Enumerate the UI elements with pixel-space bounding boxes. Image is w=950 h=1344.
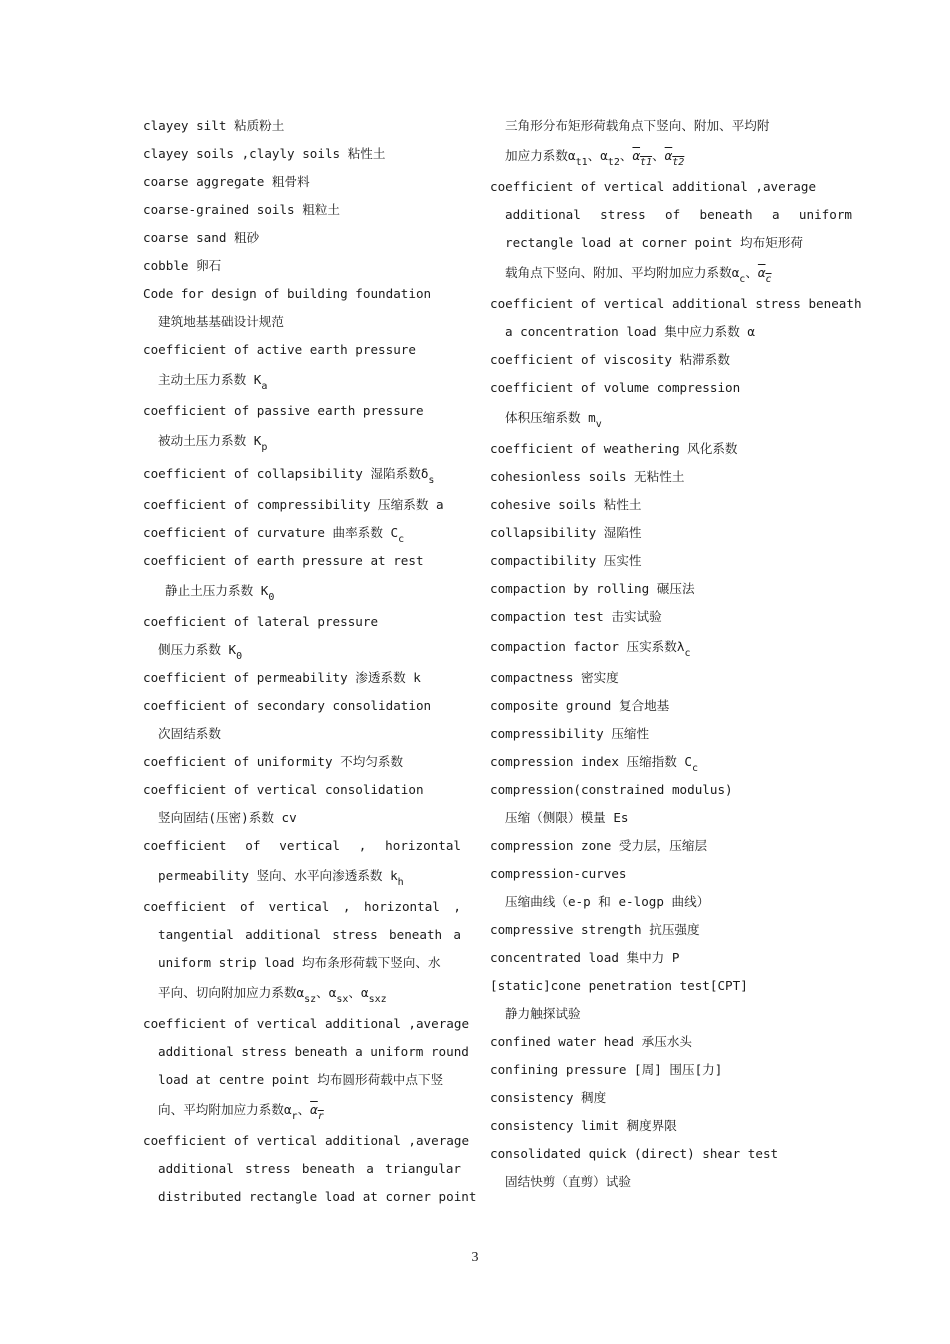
glossary-text: concentrated load 集中力 P (490, 950, 680, 965)
subscript: t1 (640, 157, 653, 168)
glossary-text: rectangle load at corner point 均布矩形荷 (505, 235, 804, 250)
glossary-text: coarse sand 粗砂 (143, 230, 260, 245)
glossary-text: collapsibility 湿陷性 (490, 525, 642, 540)
glossary-text: coefficient of vertical , horizontal , (143, 899, 461, 914)
glossary-line (490, 519, 852, 547)
glossary-text: coefficient of vertical additional stress beneath (490, 296, 862, 311)
glossary-text: coefficient of lateral pressure (143, 614, 379, 629)
glossary-line (143, 1094, 461, 1127)
glossary-text: a concentration load 集中应力系数 α (505, 324, 755, 339)
glossary-text: composite ground 复合地基 (490, 698, 670, 713)
subscript: a (261, 381, 268, 392)
glossary-text: coefficient of compressibility 压缩系数 a (143, 497, 444, 512)
glossary-text: compaction factor 压实系数λ (490, 639, 685, 654)
right-column (490, 112, 862, 1196)
glossary-line (490, 402, 852, 435)
glossary-line (490, 318, 852, 346)
glossary-text: additional stress beneath a uniform round (158, 1044, 469, 1059)
glossary-text: coefficient of vertical consolidation (143, 782, 424, 797)
glossary-line (143, 1127, 470, 1155)
glossary-text: cohesionless soils 无粘性土 (490, 469, 685, 484)
glossary-text: 向、平均附加应力系数α (158, 1102, 292, 1117)
glossary-text: Code for design of building foundation (143, 286, 432, 301)
glossary-text: compaction test 击实试验 (490, 609, 662, 624)
glossary-text: 被动土压力系数 K (158, 433, 262, 448)
glossary-line (490, 463, 852, 491)
glossary-text: coefficient of secondary consolidation (143, 698, 432, 713)
glossary-text: [static]cone penetration test[CPT] (490, 978, 748, 993)
glossary-text: 次固结系数 (158, 726, 221, 741)
subscript: c (739, 274, 746, 285)
glossary-text: clayey soils ,clayly soils 粘性土 (143, 146, 386, 161)
glossary-text: 竖向固结(压密)系数 cv (158, 810, 297, 825)
glossary-text: 固结快剪（直剪）试验 (505, 1174, 631, 1189)
glossary-text: 静止土压力系数 K (165, 583, 269, 598)
subscript: c (684, 648, 691, 659)
glossary-text: 静力触探试验 (505, 1006, 581, 1021)
glossary-text: coefficient of vertical additional ,average (143, 1016, 470, 1031)
connector-text: 、 (745, 265, 758, 280)
glossary-text: compressive strength 抗压强度 (490, 922, 700, 937)
glossary-line (490, 804, 852, 832)
glossary-text: compaction by rolling 碾压法 (490, 581, 695, 596)
overline-symbol: $\overline{\alpha}$ (757, 265, 766, 280)
glossary-line (143, 458, 461, 491)
glossary-line (143, 748, 461, 776)
glossary-line (143, 776, 461, 804)
page-number: 3 (471, 1250, 479, 1265)
subscript: 0 (236, 651, 243, 662)
glossary-line (143, 664, 461, 692)
glossary-text: compressibility 压缩性 (490, 726, 650, 741)
subscript: s (428, 475, 435, 486)
glossary-text: coefficient of vertical , horizontal (143, 838, 461, 853)
subscript: c (765, 274, 772, 285)
glossary-line (143, 804, 461, 832)
glossary-line (490, 776, 852, 804)
glossary-line (490, 346, 852, 374)
glossary-text: 建筑地基基础设计规范 (158, 314, 284, 329)
glossary-line (143, 692, 461, 720)
glossary-text: coefficient of viscosity 粘滞系数 (490, 352, 730, 367)
glossary-text: uniform strip load 均布条形荷载下竖向、水 (158, 955, 441, 970)
glossary-line (490, 720, 852, 748)
connector-text: 、α (587, 148, 608, 163)
glossary-line (490, 1084, 852, 1112)
glossary-text: tangential additional stress beneath a (158, 927, 461, 942)
glossary-text: compression zone 受力层，压缩层 (490, 838, 708, 853)
glossary-line (143, 1066, 461, 1094)
connector-text: 、 (652, 148, 665, 163)
glossary-line (490, 290, 862, 318)
connector-text: 、 (619, 148, 633, 163)
overline-symbol: $\overline{\alpha}$ (632, 148, 641, 163)
glossary-line (490, 748, 852, 776)
glossary-line (490, 631, 852, 664)
glossary-text: 载角点下竖向、附加、平均附加应力系数α (505, 265, 740, 280)
glossary-line (490, 257, 852, 290)
glossary-line (490, 888, 852, 916)
glossary-line (490, 1028, 852, 1056)
glossary-text: consistency 稠度 (490, 1090, 607, 1105)
glossary-line (143, 547, 461, 575)
glossary-text: 侧压力系数 K (158, 642, 237, 657)
glossary-text: 压缩（侧限）模量 Es (505, 810, 629, 825)
glossary-text: coefficient of passive earth pressure (143, 403, 424, 418)
glossary-line (143, 308, 461, 336)
glossary-text: consolidated quick (direct) shear test (490, 1146, 779, 1161)
glossary-line (143, 519, 461, 547)
glossary-line (143, 196, 461, 224)
glossary-line (143, 1183, 477, 1211)
glossary-text: coefficient of permeability 渗透系数 k (143, 670, 421, 685)
glossary-text: coefficient of curvature 曲率系数 C (143, 525, 399, 540)
connector-text: 、α (316, 985, 337, 1000)
glossary-line (490, 435, 852, 463)
glossary-text: consistency limit 稠度界限 (490, 1118, 677, 1133)
glossary-line (490, 201, 852, 229)
glossary-line (490, 603, 852, 631)
glossary-text: 主动土压力系数 K (158, 372, 262, 387)
glossary-line (490, 972, 852, 1000)
glossary-line (143, 893, 461, 921)
subscript: c (398, 534, 405, 545)
subscript: c (692, 763, 699, 774)
glossary-line (490, 860, 852, 888)
glossary-text: permeability 竖向、水平向渗透系数 k (158, 868, 398, 883)
glossary-text: distributed rectangle load at corner point (158, 1189, 477, 1204)
glossary-line (490, 140, 852, 173)
glossary-line (143, 280, 461, 308)
glossary-line (143, 168, 461, 196)
glossary-line (490, 1056, 852, 1084)
glossary-line (490, 664, 852, 692)
glossary-text: additional stress of beneath a uniform (505, 207, 852, 222)
subscript: t1 (575, 157, 588, 168)
glossary-line (490, 832, 852, 860)
glossary-text: coefficient of uniformity 不均匀系数 (143, 754, 404, 769)
glossary-text: coefficient of vertical additional ,average (143, 1133, 470, 1148)
connector-text: 、α (348, 985, 369, 1000)
glossary-line (143, 1038, 469, 1066)
glossary-line (143, 949, 461, 977)
glossary-line (490, 547, 852, 575)
glossary-line (490, 229, 852, 257)
subscript: p (261, 442, 268, 453)
glossary-text: 压缩曲线（e-p 和 e-logp 曲线） (505, 894, 710, 909)
glossary-line (143, 921, 461, 949)
glossary-text: cobble 卵石 (143, 258, 222, 273)
glossary-line (143, 140, 461, 168)
glossary-line (490, 916, 852, 944)
subscript: 0 (268, 592, 275, 603)
glossary-text: compression-curves (490, 866, 627, 881)
glossary-line (490, 1000, 852, 1028)
glossary-line (143, 832, 461, 860)
glossary-line (143, 491, 461, 519)
glossary-text: coefficient of active earth pressure (143, 342, 416, 357)
glossary-text: coefficient of volume compression (490, 380, 741, 395)
glossary-line (490, 575, 852, 603)
glossary-text: coefficient of weathering 风化系数 (490, 441, 738, 456)
glossary-text: coefficient of earth pressure at rest (143, 553, 424, 568)
subscript: t2 (607, 157, 620, 168)
glossary-text: confined water head 承压水头 (490, 1034, 693, 1049)
glossary-text: coarse-grained soils 粗粒土 (143, 202, 341, 217)
subscript: v (595, 419, 602, 430)
glossary-line (143, 252, 461, 280)
glossary-line (143, 397, 461, 425)
glossary-text: compression(constrained modulus) (490, 782, 733, 797)
glossary-text: 平向、切向附加应力系数α (158, 985, 305, 1000)
glossary-text: confining pressure [周] 围压[力] (490, 1062, 723, 1077)
glossary-line (143, 720, 461, 748)
glossary-line (143, 224, 461, 252)
subscript: sx (336, 994, 349, 1005)
glossary-text: compactibility 压实性 (490, 553, 642, 568)
overline-symbol: $\overline{\alpha}$ (310, 1102, 318, 1117)
overline-symbol: $\overline{\alpha}$ (664, 148, 673, 163)
glossary-text: coarse aggregate 粗骨料 (143, 174, 310, 189)
glossary-line (143, 425, 461, 458)
glossary-text: compression index 压缩指数 C (490, 754, 693, 769)
left-column (143, 112, 477, 1211)
glossary-line (143, 1010, 470, 1038)
glossary-line (490, 374, 852, 402)
glossary-text: coefficient of collapsibility 湿陷系数δ (143, 466, 429, 481)
subscript: t2 (672, 157, 685, 168)
glossary-line (143, 860, 461, 893)
glossary-line (143, 575, 461, 608)
glossary-line (143, 112, 461, 140)
glossary-line (490, 173, 852, 201)
glossary-text: clayey silt 粘质粉土 (143, 118, 285, 133)
glossary-line (490, 112, 852, 140)
glossary-line (490, 1140, 852, 1168)
glossary-text: 体积压缩系数 m (505, 410, 596, 425)
glossary-line (490, 944, 852, 972)
glossary-line (490, 1168, 852, 1196)
glossary-text: load at centre point 均布圆形荷载中点下竖 (158, 1072, 444, 1087)
glossary-line (143, 336, 461, 364)
glossary-line (143, 1155, 461, 1183)
connector-text: 、 (297, 1102, 311, 1117)
subscript: h (397, 877, 404, 888)
glossary-line (490, 1112, 852, 1140)
subscript: sxz (368, 994, 387, 1005)
glossary-line (143, 636, 461, 664)
glossary-line (143, 608, 461, 636)
glossary-text: 三角形分布矩形荷载角点下竖向、附加、平均附 (505, 118, 770, 133)
glossary-text: compactness 密实度 (490, 670, 619, 685)
glossary-text: coefficient of vertical additional ,average (490, 179, 817, 194)
glossary-line (143, 364, 461, 397)
glossary-text: additional stress beneath a triangular (158, 1161, 461, 1176)
glossary-line (490, 692, 852, 720)
glossary-text: 加应力系数α (505, 148, 576, 163)
glossary-line (490, 491, 852, 519)
glossary-text: cohesive soils 粘性土 (490, 497, 642, 512)
subscript: r (317, 1111, 324, 1122)
glossary-line (143, 977, 461, 1010)
subscript: r (291, 1111, 298, 1122)
subscript: sz (304, 994, 317, 1005)
